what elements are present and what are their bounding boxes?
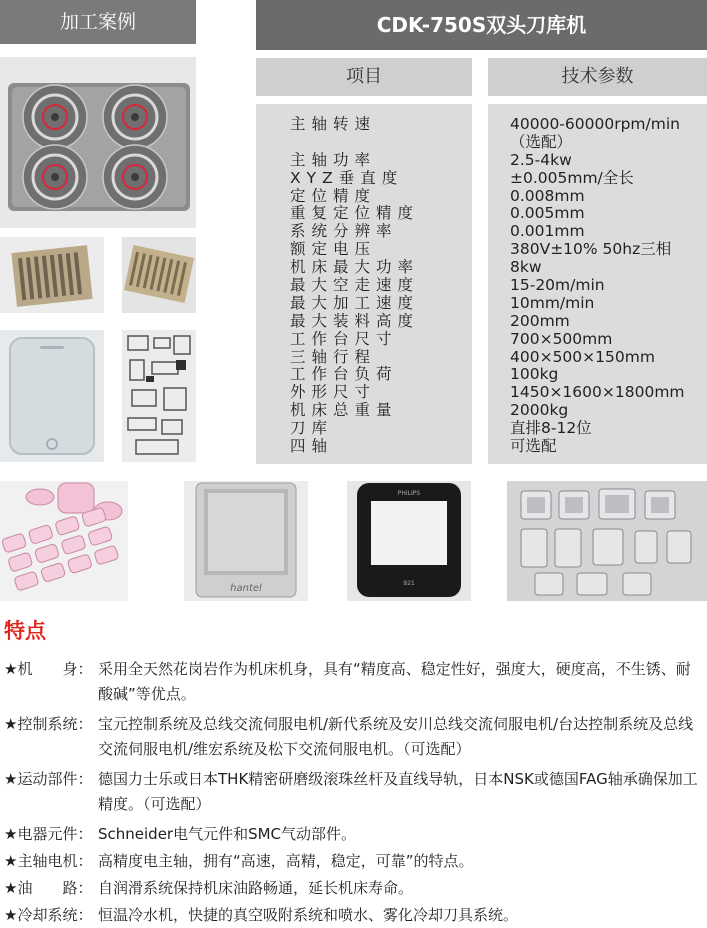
spec-item-name: 系统分辨率 (290, 222, 398, 241)
spec-column-item-header: 项目 (256, 58, 472, 96)
feature-label: ★控制系统： (4, 715, 93, 733)
feature-text: Schneider电气元件和SMC气动部件。 (98, 825, 357, 843)
small-parts-photo (122, 330, 196, 462)
spec-item-name: 工作台负荷 (290, 365, 398, 384)
spec-item-value: 400×500×150mm (510, 347, 655, 366)
phone-frame-brand: hantel (230, 583, 262, 594)
features-title: 特点 (4, 619, 46, 643)
feature-text: 德国力士乐或日本THK精密研磨级滚珠丝杆及直线导轨，日本NSK或德国FAG轴承确保加工精度。（可选配） (98, 770, 698, 813)
feature-label: ★冷却系统： (4, 906, 93, 924)
sim-tray-photo (507, 481, 707, 601)
phone-lens-number: 921 (403, 580, 415, 587)
feature-text: 高精度电主轴，拥有“高速，高精，稳定，可靠”的特点。 (98, 852, 474, 870)
spec-value-list (510, 116, 685, 456)
spec-item-name: 定位精度 (290, 186, 377, 205)
cases-header: 加工案例 (0, 0, 196, 44)
spec-item-value: 100kg (510, 365, 559, 384)
feature-text: 采用全天然花岗岩作为机床机身，具有“精度高、稳定性好，强度大，硬度高，不生锈、耐酸碱”等优点。 (98, 660, 691, 703)
feature-label: ★运动部件： (4, 770, 93, 788)
spec-item-list (290, 116, 419, 456)
spec-item-name: 重复定位精度 (290, 204, 420, 223)
feature-text: 宝元控制系统及总线交流伺服电机/新代系统及安川总线交流伺服电机/台达控制系统及总线交流伺服电机/维宏系统及松下交流伺服电机。（可选配） (98, 715, 694, 758)
spec-item-value: 0.001mm (510, 222, 585, 241)
pink-keypad-photo (0, 481, 128, 601)
spec-column-params-header: 技术参数 (488, 58, 707, 96)
spec-item-value: 10mm/min (510, 293, 595, 312)
spec-item-value: 0.008mm (510, 186, 585, 205)
feature-item (4, 767, 704, 817)
spec-item-name: 外形尺寸 (290, 383, 377, 402)
feature-item (4, 876, 704, 901)
grid-plate-photo-1 (0, 237, 104, 313)
feature-text: 自润滑系统保持机床油路畅通，延长机床寿命。 (98, 879, 414, 897)
spec-item-name: XYZ垂直度 (290, 168, 404, 187)
feature-label: ★主轴电机： (4, 852, 93, 870)
spec-item-value: 2000kg (510, 401, 569, 420)
feature-item (4, 849, 704, 874)
spec-item-value: 380V±10% 50hz三相 (510, 240, 672, 259)
spec-item-name: 最大加工速度 (290, 293, 420, 312)
spec-item-value: 直排8-12位 (510, 419, 592, 438)
phone-lens-brand: PHILIPS (397, 490, 421, 497)
spec-item-name: 工作台尺寸 (290, 329, 398, 348)
feature-item (4, 903, 704, 928)
spec-item-name: 最大空走速度 (290, 276, 420, 295)
phone-lens-photo (347, 481, 471, 601)
feature-item (4, 712, 704, 762)
feature-label: ★机 身： (4, 660, 93, 678)
disc-plate-photo (0, 57, 196, 228)
spec-item-value: 200mm (510, 311, 570, 330)
spec-item-name: 主轴功率 (290, 150, 377, 169)
spec-item-value: 0.005mm (510, 204, 585, 223)
feature-text: 恒温冷水机，快捷的真空吸附系统和喷水、雾化冷却刀具系统。 (98, 906, 519, 924)
spec-item-name (290, 134, 419, 152)
grid-plate-photo-2 (122, 237, 196, 313)
spec-item-value: 8kw (510, 258, 542, 277)
glass-panel-photo (0, 330, 104, 462)
spec-item-name: 刀库 (290, 419, 334, 438)
model-title: CDK-750S双头刀库机 (256, 0, 707, 50)
spec-item-value: ±0.005mm/全长 (510, 168, 634, 187)
feature-item (4, 657, 704, 707)
spec-item-name: 最大装料高度 (290, 311, 420, 330)
spec-item-value: 15-20m/min (510, 276, 605, 295)
spec-item-name: 主轴转速 (290, 115, 377, 133)
feature-label: ★油 路： (4, 879, 93, 897)
feature-item (4, 822, 704, 847)
phone-frame-photo (184, 481, 308, 601)
spec-item-value: 40000-60000rpm/min (510, 115, 680, 133)
spec-item-value: 可选配 (510, 437, 557, 456)
spec-item-name: 机床总重量 (290, 401, 398, 420)
spec-item-value: 700×500mm (510, 329, 613, 348)
feature-label: ★电器元件： (4, 825, 93, 843)
spec-item-name: 四轴 (290, 437, 334, 456)
spec-item-name: 机床最大功率 (290, 258, 420, 277)
spec-item-value: （选配） (510, 132, 573, 151)
spec-item-value: 1450×1600×1800mm (510, 383, 685, 402)
spec-item-value: 2.5-4kw (510, 150, 572, 169)
spec-item-name: 三轴行程 (290, 347, 377, 366)
spec-item-name: 额定电压 (290, 240, 377, 259)
